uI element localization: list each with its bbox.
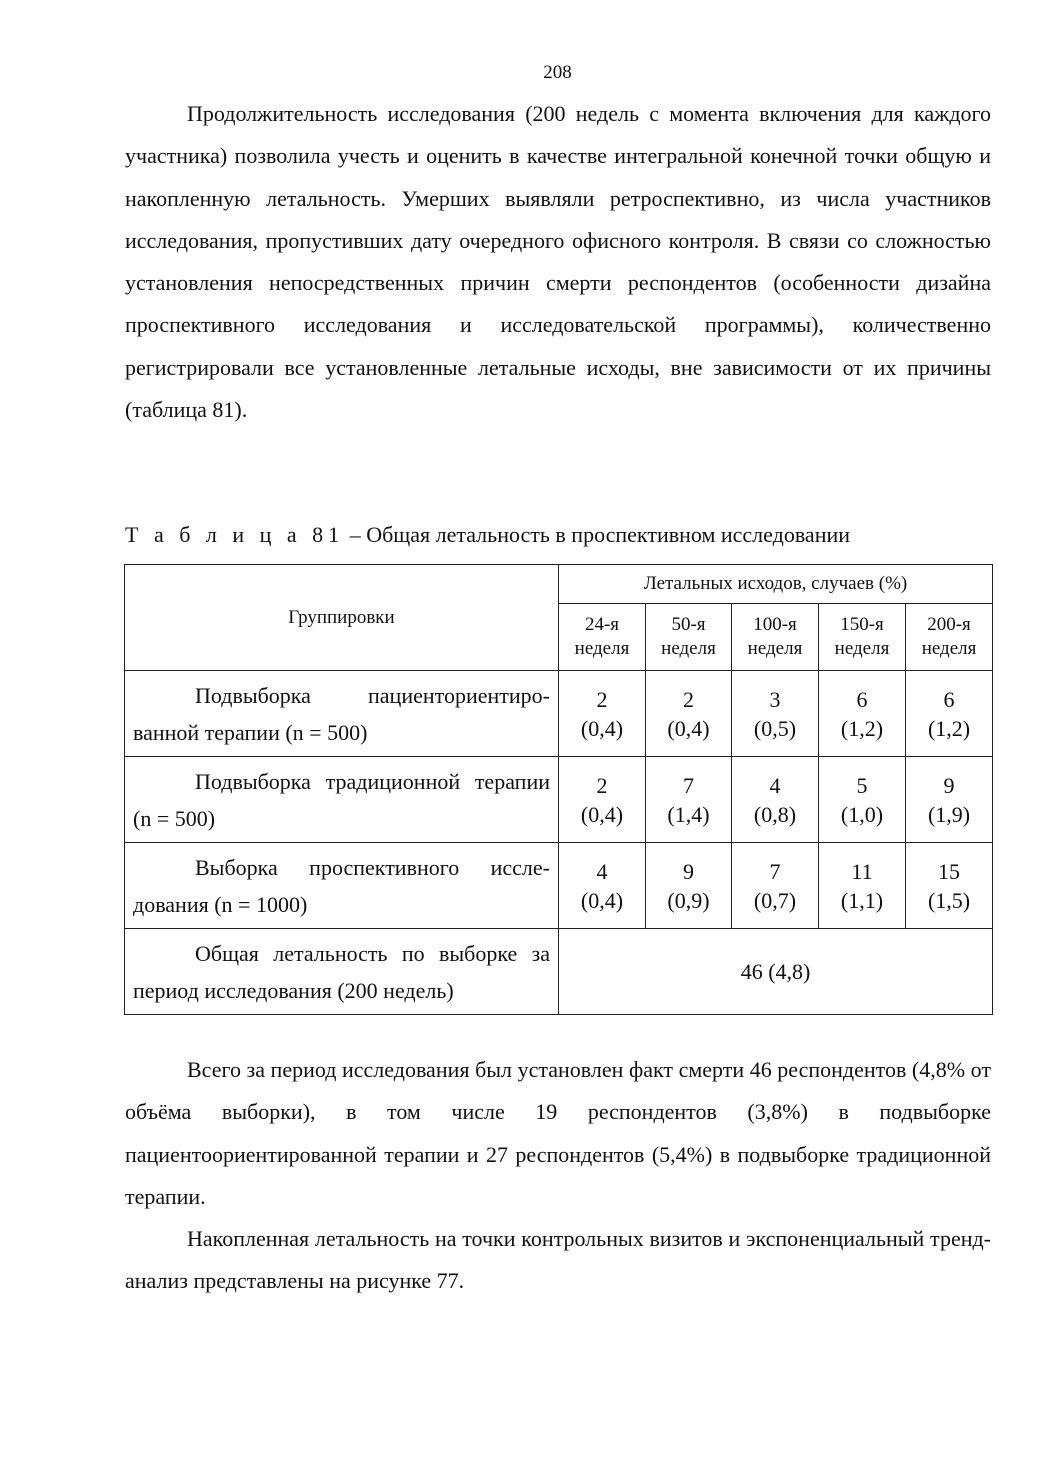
- header-week: 24-я неделя: [559, 604, 646, 671]
- data-cell: 3 (0,5): [732, 671, 819, 757]
- header-outcomes: Летальных исходов, случаев (%): [559, 565, 993, 604]
- table-row: [125, 671, 993, 757]
- row-label: Выборка проспективного исследования (n = 1000): [125, 843, 559, 929]
- table-caption: [125, 522, 850, 548]
- data-cell: 9 (1,9): [906, 757, 993, 843]
- page-number: 208: [543, 62, 572, 83]
- table-caption-label: Т а б л и ц а 81: [125, 522, 345, 547]
- table-row: [125, 757, 993, 843]
- data-cell: 4 (0,8): [732, 757, 819, 843]
- data-cell: 9 (0,9): [646, 843, 732, 929]
- data-cell: 2 (0,4): [559, 671, 646, 757]
- mortality-table: [124, 564, 993, 1015]
- header-week: 150-я неделя: [819, 604, 906, 671]
- paragraph-figure-reference: Накопленная летальность на точки контрольных визитов и экспоненциальный тренд-анализ представлены на рисунке 77.: [125, 1226, 991, 1294]
- data-cell: 2 (0,4): [646, 671, 732, 757]
- data-cell: 11 (1,1): [819, 843, 906, 929]
- data-cell: 15 (1,5): [906, 843, 993, 929]
- data-cell: 2 (0,4): [559, 757, 646, 843]
- table-row: [125, 843, 993, 929]
- data-cell: 6 (1,2): [906, 671, 993, 757]
- table-caption-text: – Общая летальность в проспективном исследовании: [344, 522, 851, 547]
- total-mortality-value: 46 (4,8): [559, 929, 993, 1015]
- row-label: Подвыборка пациенториентированной терапии (n = 500): [125, 671, 559, 757]
- data-cell: 5 (1,0): [819, 757, 906, 843]
- data-cell: 6 (1,2): [819, 671, 906, 757]
- header-week: 200-я неделя: [906, 604, 993, 671]
- table-row-total: [125, 929, 993, 1015]
- data-cell: 4 (0,4): [559, 843, 646, 929]
- header-week: 50-я неделя: [646, 604, 732, 671]
- header-week: 100-я неделя: [732, 604, 819, 671]
- paragraph-summary: Всего за период исследования был установлен факт смерти 46 респондентов (4,8% от объёма выборки), в том числе 19 респондентов (3,8%) в подвыборке пациентоориентированной терапии и 27 респондентов (5,4%) в подвыборке традиционной терапии.: [125, 1057, 991, 1209]
- paragraph-intro: Продолжительность исследования (200 недель с момента включения для каждого участника) позволила учесть и оценить в качестве интегральной конечной точки общую и накопленную летальность. Умерших выявляли ретроспективно, из числа участников исследования, пропустивших дату очередного офисного контроля. В связи со сложностью установления непосредственных причин смерти респондентов (особенности дизайна проспективного исследования и исследовательской программы), количественно регистрировали все установленные летальные исходы, вне зависимости от их причины (таблица 81).: [125, 101, 991, 423]
- data-cell: 7 (0,7): [732, 843, 819, 929]
- row-label-total: Общая летальность по выборке за период исследования (200 недель): [125, 929, 559, 1015]
- header-groupings: Группировки: [125, 565, 559, 671]
- row-label: Подвыборка традиционной терапии (n = 500): [125, 757, 559, 843]
- data-cell: 7 (1,4): [646, 757, 732, 843]
